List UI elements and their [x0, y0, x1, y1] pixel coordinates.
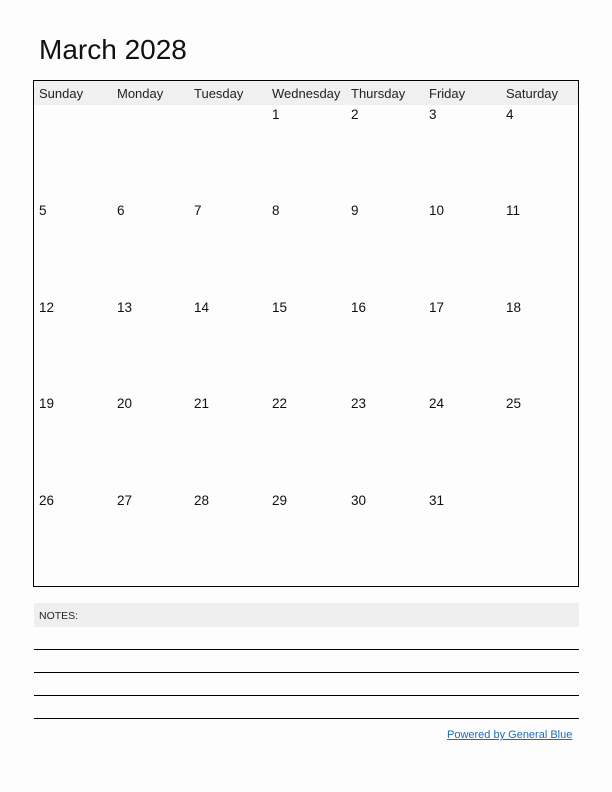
day-cell: 29 [272, 493, 288, 508]
day-cell: 2 [351, 107, 359, 122]
day-cell: 21 [194, 396, 210, 411]
powered-by-link[interactable]: Powered by General Blue [447, 729, 573, 741]
calendar-grid [33, 80, 579, 587]
weekday-thursday: Thursday [351, 86, 406, 101]
day-cell: 1 [272, 107, 280, 122]
day-cell: 30 [351, 493, 367, 508]
day-cell: 26 [39, 493, 55, 508]
day-cell: 6 [117, 203, 125, 218]
notes-line [34, 649, 579, 650]
weekday-friday: Friday [429, 86, 466, 101]
day-cell: 19 [39, 396, 55, 411]
notes-label: NOTES: [39, 610, 79, 622]
day-cell: 12 [39, 300, 55, 315]
notes-line [34, 695, 579, 696]
day-cell: 17 [429, 300, 445, 315]
day-cell: 7 [194, 203, 202, 218]
weekday-monday: Monday [117, 86, 164, 101]
weekday-tuesday: Tuesday [194, 86, 244, 101]
weekday-sunday: Sunday [39, 86, 84, 101]
day-cell: 28 [194, 493, 210, 508]
notes-header [34, 603, 579, 627]
day-cell: 27 [117, 493, 133, 508]
day-cell: 5 [39, 203, 47, 218]
day-cell: 10 [429, 203, 445, 218]
day-cell: 11 [506, 203, 521, 218]
day-cell: 20 [117, 396, 133, 411]
day-cell: 16 [351, 300, 367, 315]
day-cell: 8 [272, 203, 280, 218]
day-cell: 4 [506, 107, 514, 122]
day-cell: 18 [506, 300, 522, 315]
notes-line [34, 672, 579, 673]
day-cell: 9 [351, 203, 359, 218]
weekday-wednesday: Wednesday [272, 86, 341, 101]
day-cell: 3 [429, 107, 437, 122]
day-cell: 13 [117, 300, 133, 315]
page-title: March 2028 [39, 34, 187, 65]
day-cell: 31 [429, 493, 445, 508]
day-cell: 22 [272, 396, 288, 411]
day-cell: 23 [351, 396, 367, 411]
day-cell: 24 [429, 396, 445, 411]
weekday-saturday: Saturday [506, 86, 559, 101]
notes-line [34, 718, 579, 719]
day-cell: 15 [272, 300, 288, 315]
day-cell: 25 [506, 396, 522, 411]
weekday-header [34, 81, 578, 105]
day-cell: 14 [194, 300, 210, 315]
